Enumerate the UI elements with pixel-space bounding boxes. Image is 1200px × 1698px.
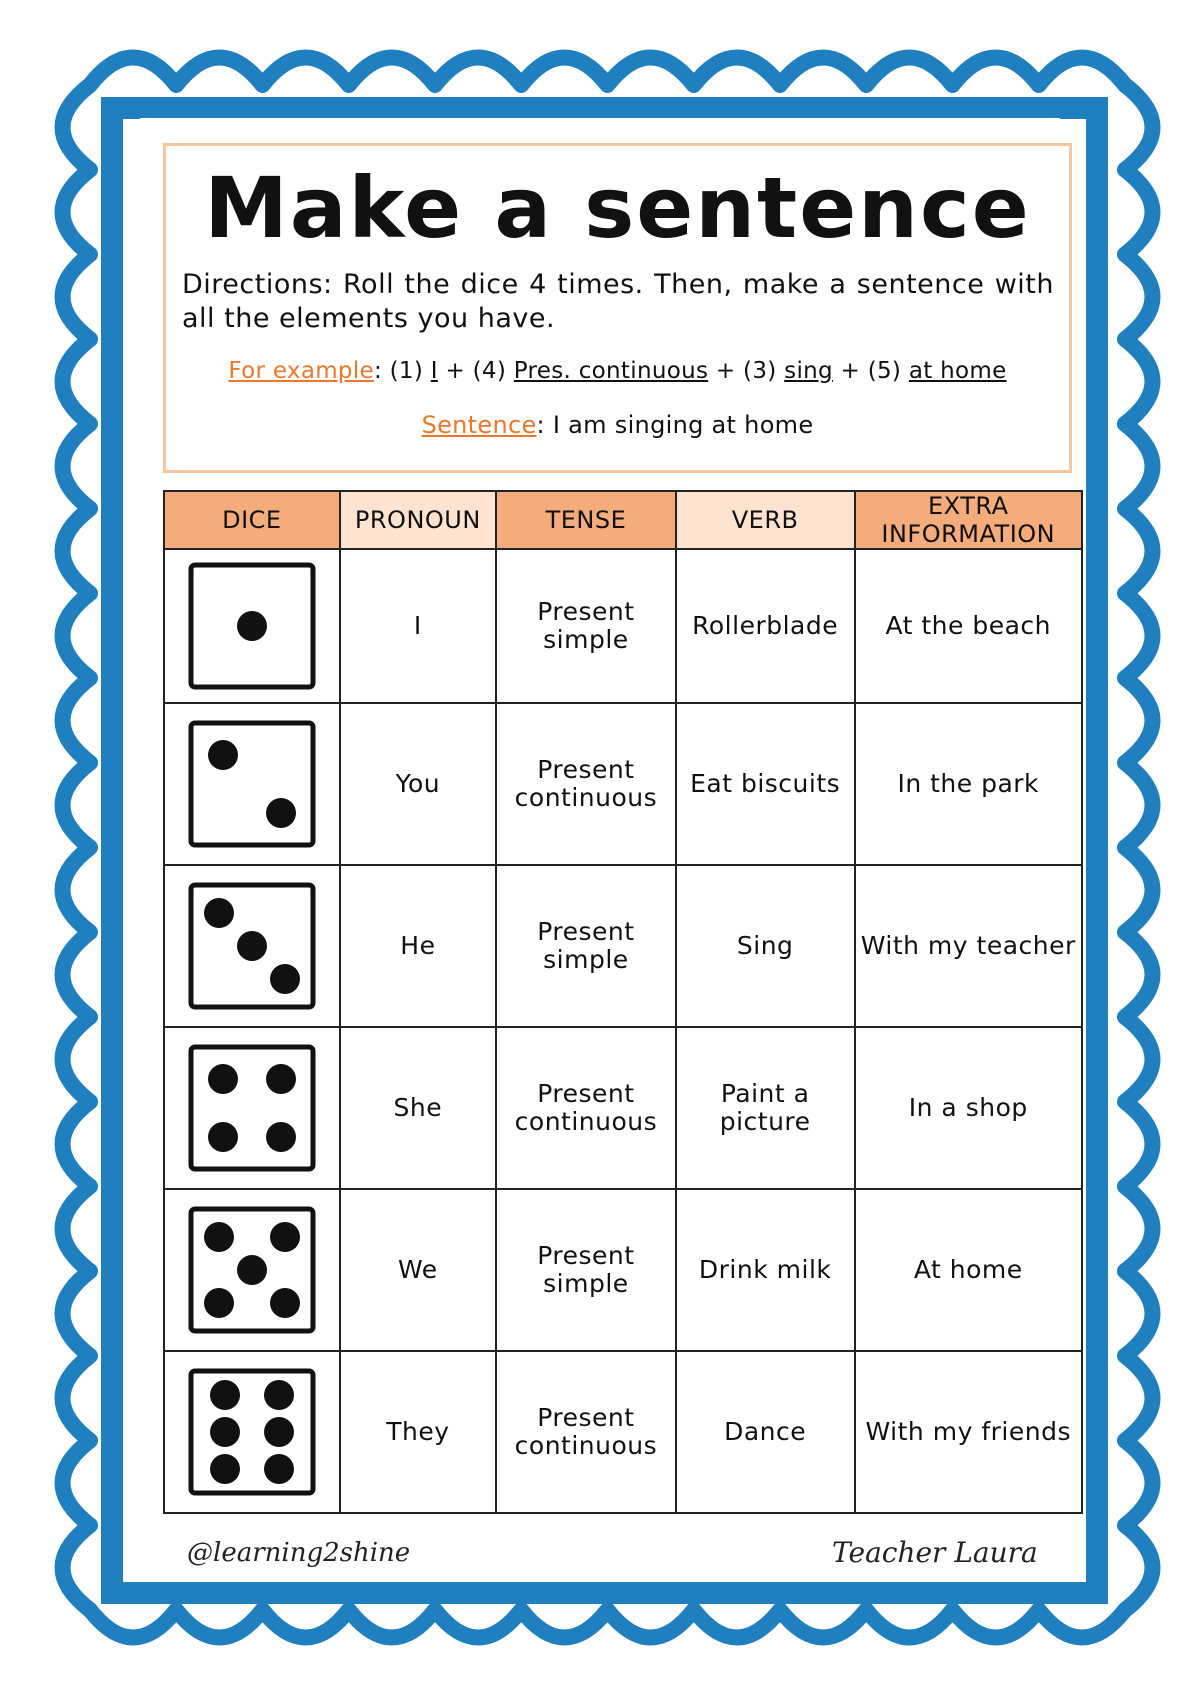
dice-cell [164,1189,340,1351]
table-row [164,703,1082,865]
header-pronoun: PRONOUN [340,491,496,549]
pronoun-cell: They [340,1351,496,1513]
sentence-label: Sentence [421,411,537,439]
die-pip [237,611,267,641]
footer-author: Teacher Laura [832,1536,1038,1569]
die-pip [210,1454,240,1484]
die-face-icon [185,1041,319,1175]
die-pip [208,1064,238,1094]
dice-cell [164,549,340,703]
die-pip [266,798,296,828]
example-p3: + (3) [715,358,777,384]
die-face-icon [185,879,319,1013]
dice-cell [164,1027,340,1189]
example-p4: + (5) [840,358,902,384]
die-pip [264,1380,294,1410]
sentence-text: I am singing at home [552,411,814,439]
sentence-line: Sentence: I am singing at home [421,411,814,439]
die-outline [191,1371,313,1493]
die-pip [237,1255,267,1285]
die-face-icon [185,1203,319,1337]
tense-cell: Present continuous [496,703,676,865]
die-pip [266,1064,296,1094]
die-face-icon [185,559,319,693]
pronoun-cell: He [340,865,496,1027]
verb-cell: Paint a picture [676,1027,855,1189]
example-p3-word: sing [784,358,833,384]
extra-cell: In the park [855,703,1083,865]
dice-table [163,490,1083,1514]
header-extra-information: EXTRA INFORMATION [855,491,1083,549]
table-row [164,1189,1082,1351]
die-outline [191,723,313,845]
table-row [164,865,1082,1027]
example-p2-word: Pres. continuous [513,358,709,384]
die-pip [264,1417,294,1447]
die-pip [208,740,238,770]
pronoun-cell: I [340,549,496,703]
example-p2: + (4) [445,358,507,384]
extra-cell: At home [855,1189,1083,1351]
tense-cell: Present simple [496,549,676,703]
table-row [164,1027,1082,1189]
die-pip [266,1122,296,1152]
die-pip [204,1288,234,1318]
tense-cell: Present continuous [496,1027,676,1189]
table-header-row [164,491,1082,549]
verb-cell: Sing [676,865,855,1027]
tense-cell: Present simple [496,865,676,1027]
example-line: For example: (1) I + (4) Pres. continuous + (3) sing + (5) at home [228,358,1007,384]
header-verb: VERB [676,491,855,549]
extra-cell: At the beach [855,549,1083,703]
pronoun-cell: We [340,1189,496,1351]
table-row [164,549,1082,703]
die-pip [208,1122,238,1152]
footer-handle: @learning2shine [187,1538,411,1568]
die-face-icon [185,1365,319,1499]
die-face-icon [185,717,319,851]
dice-cell [164,703,340,865]
header-dice: DICE [164,491,340,549]
die-pip [270,1222,300,1252]
die-pip [210,1380,240,1410]
tense-cell: Present simple [496,1189,676,1351]
extra-cell: In a shop [855,1027,1083,1189]
die-pip [264,1454,294,1484]
extra-cell: With my friends [855,1351,1083,1513]
example-p1-word: I [430,358,438,384]
table-row [164,1351,1082,1513]
instructions-box [163,143,1072,473]
dice-cell [164,865,340,1027]
die-pip [270,1288,300,1318]
verb-cell: Dance [676,1351,855,1513]
directions-text: Directions: Roll the dice 4 times. Then, make a sentence with all the elements you have. [182,269,1054,334]
die-pip [237,931,267,961]
extra-cell: With my teacher [855,865,1083,1027]
dice-cell [164,1351,340,1513]
die-outline [191,1047,313,1169]
die-pip [210,1417,240,1447]
example-p1: (1) [389,358,424,384]
verb-cell: Rollerblade [676,549,855,703]
example-p4-word: at home [908,358,1007,384]
verb-cell: Drink milk [676,1189,855,1351]
page-title: Make a sentence [204,159,1031,257]
tense-cell: Present continuous [496,1351,676,1513]
die-pip [204,898,234,928]
pronoun-cell: You [340,703,496,865]
header-tense: TENSE [496,491,676,549]
verb-cell: Eat biscuits [676,703,855,865]
die-pip [270,964,300,994]
example-label: For example [228,358,374,384]
pronoun-cell: She [340,1027,496,1189]
die-pip [204,1222,234,1252]
